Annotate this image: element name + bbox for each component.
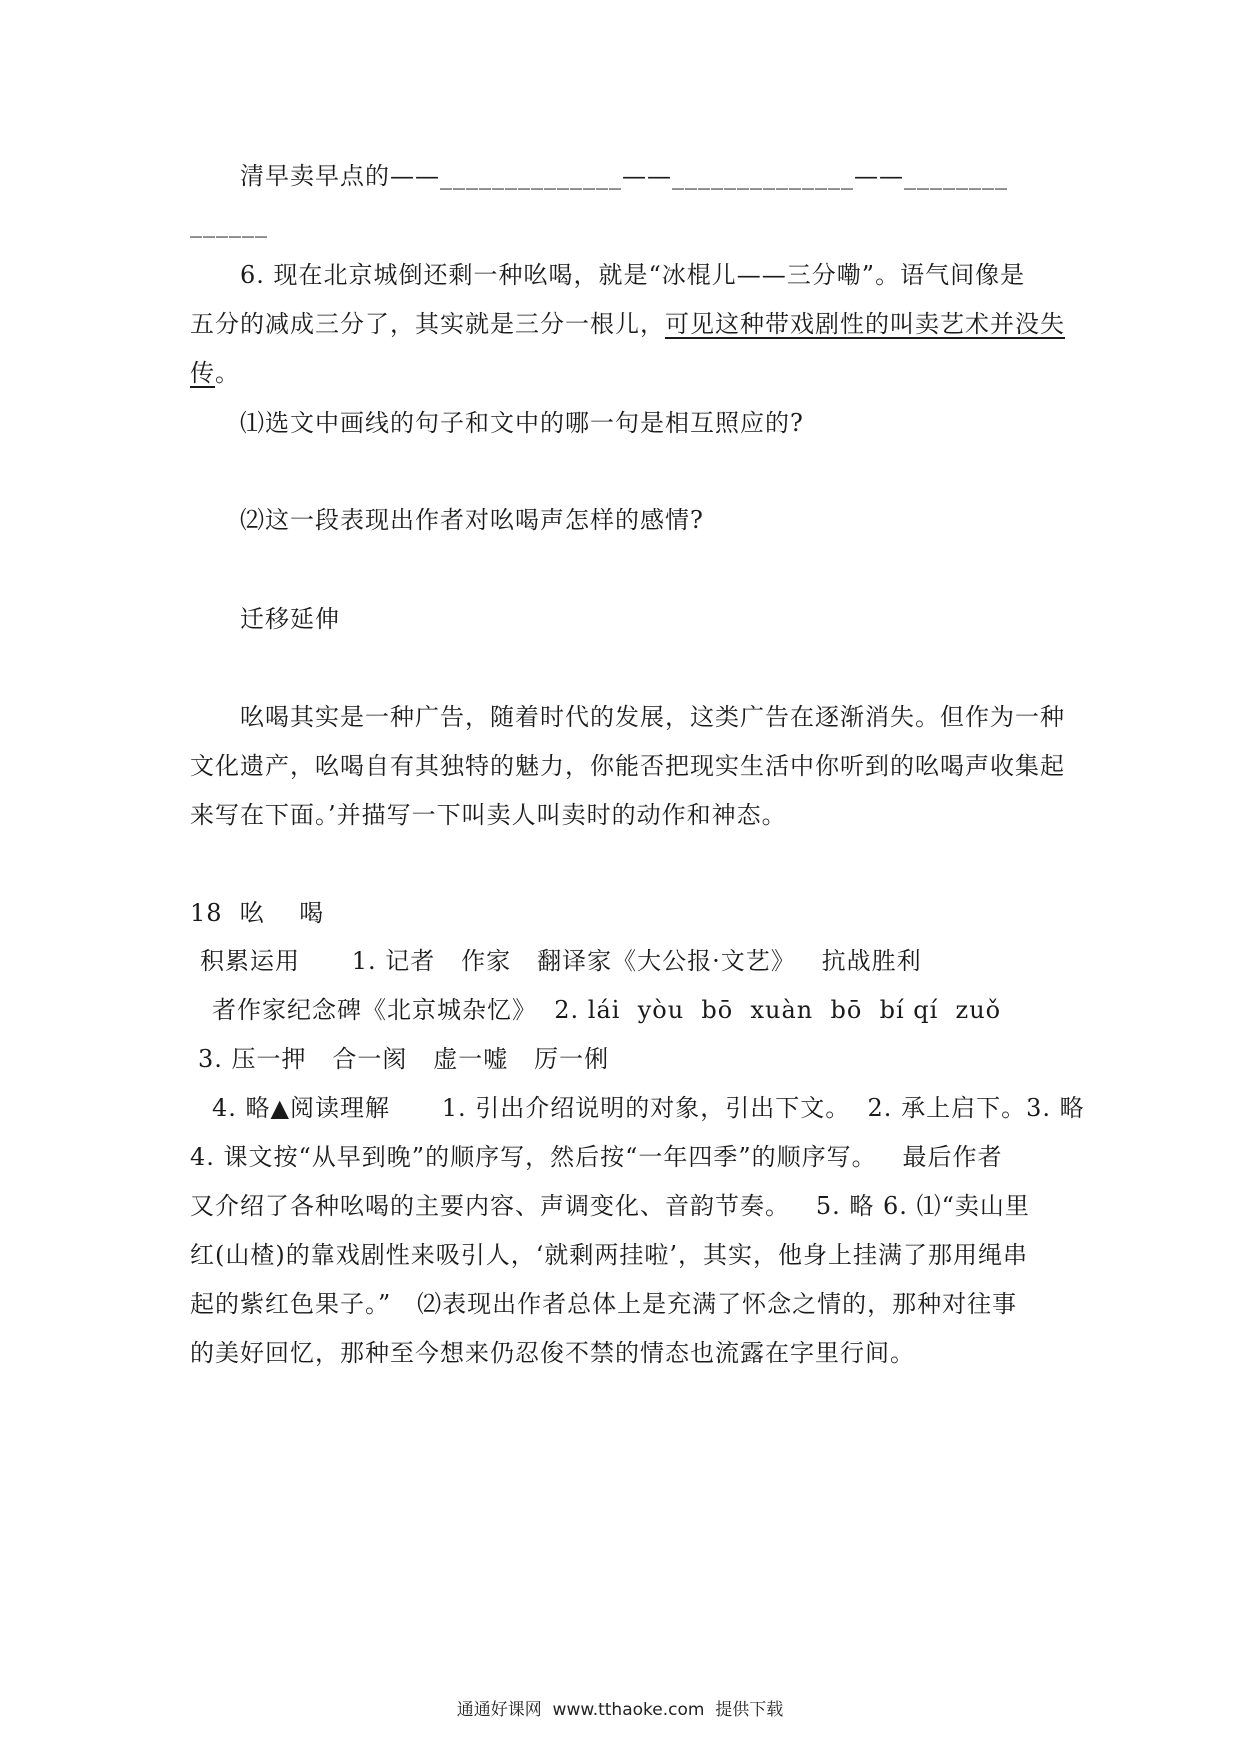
q6-line-1: 6. 现在北京城倒还剩一种吆喝，就是“冰棍儿——三分嘞”。语气间像是 <box>240 261 1026 289</box>
answers-line-9: 的美好回忆，那种至今想来仍忍俊不禁的情态也流露在字里行间。 <box>190 1339 915 1367</box>
q6-line-2-text: 五分的减成三分了，其实就是三分一根儿， <box>190 310 665 338</box>
answers-line-5: 4. 课文按“从早到晚”的顺序写，然后按“一年四季”的顺序写。 最后作者 <box>190 1143 1003 1171</box>
underlined-sentence-part-2: 传 <box>190 359 215 387</box>
q5-fill-line-1: 清早卖早点的——______________——______________——________ <box>240 162 1008 190</box>
extension-heading: 迁移延伸 <box>240 605 340 633</box>
answers-line-4: 4. 略▲阅读理解 1. 引出介绍说明的对象，引出下文。 2. 承上启下。3. 略 <box>212 1094 1085 1122</box>
answers-line-3: 3. 压一押 合一阂 虚一嘘 厉一俐 <box>198 1045 610 1073</box>
answers-line-7: 红(山楂)的靠戏剧性来吸引人，‘就剩两挂啦’，其实，他身上挂满了那用绳串 <box>190 1241 1028 1269</box>
q6-sub-question-1: ⑴选文中画线的句子和文中的哪一句是相互照应的? <box>240 409 804 437</box>
answers-line-1: 积累运用 1. 记者 作家 翻译家《大公报·文艺》 抗战胜利 <box>200 947 922 975</box>
answers-line-2: 者作家纪念碑《北京城杂忆》 2. lái yòu bō xuàn bō bí qí zuǒ <box>212 996 1002 1024</box>
extension-line-3: 来写在下面。’并描写一下叫卖人叫卖时的动作和神态。 <box>190 801 787 829</box>
answers-title: 18 吆 喝 <box>190 899 325 927</box>
q6-sub-question-2: ⑵这一段表现出作者对吆喝声怎样的感情? <box>240 506 704 534</box>
underlined-sentence-part-1: 可见这种带戏剧性的叫卖艺术并没失 <box>665 310 1065 338</box>
q6-line-2 <box>190 307 1065 341</box>
q6-line-3 <box>190 356 240 390</box>
answers-line-8: 起的紫红色果子。” ⑵表现出作者总体上是充满了怀念之情的，那种对往事 <box>190 1290 1018 1318</box>
extension-line-2: 文化遗产，吆喝自有其独特的魅力，你能否把现实生活中你听到的吆喝声收集起 <box>190 752 1065 780</box>
extension-line-1: 吆喝其实是一种广告，随着时代的发展，这类广告在逐渐消失。但作为一种 <box>240 703 1065 731</box>
q6-line-3-end: 。 <box>215 359 240 387</box>
q5-fill-line-2: ______ <box>190 210 268 238</box>
page-footer: 通通好课网 www.tthaoke.com 提供下载 <box>456 1700 784 1720</box>
answers-line-6: 又介绍了各种吆喝的主要内容、声调变化、音韵节奏。 5. 略 6. ⑴“卖山里 <box>190 1192 1030 1220</box>
